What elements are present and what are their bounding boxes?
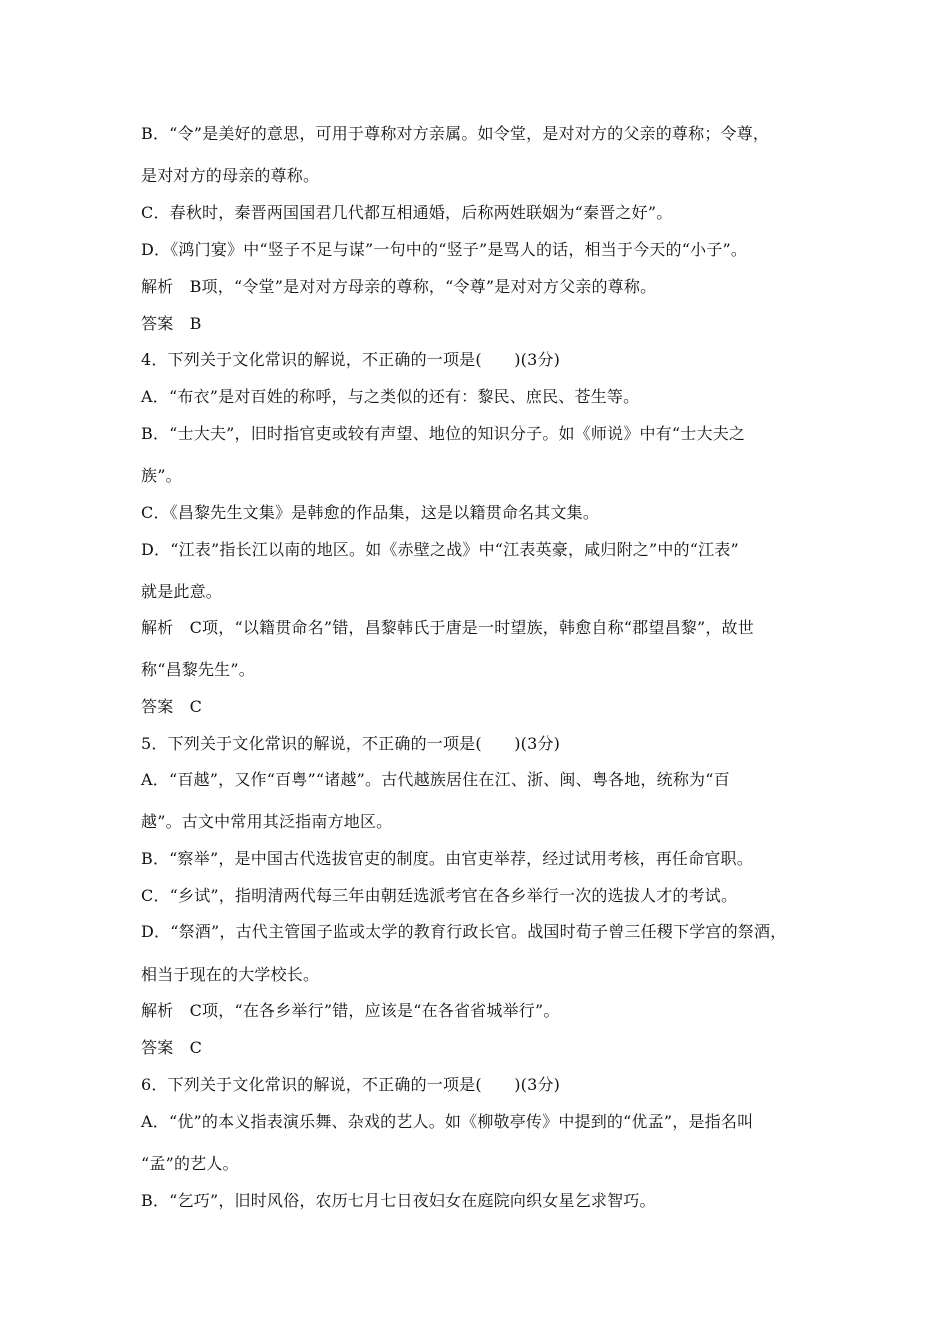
q5-option-a-continuation: 越”。古文中常用其泛指南方地区。	[141, 812, 393, 831]
q4-option-d-continuation: 就是此意。	[141, 582, 223, 601]
q4-analysis-continuation: 称“昌黎先生”。	[141, 660, 255, 679]
analysis-line: 解析 B项，“令堂”是对对方母亲的尊称，“令尊”是对对方父亲的尊称。	[141, 277, 657, 296]
question-4-stem: 4．下列关于文化常识的解说，不正确的一项是( )(3分)	[141, 350, 561, 369]
q4-option-b: B．“士大夫”，旧时指官吏或较有声望、地位的知识分子。如《师说》中有“士大夫之	[141, 424, 746, 443]
q5-option-d: D．“祭酒”，古代主管国子监或太学的教育行政长官。战国时荀子曾三任稷下学宫的祭酒，	[141, 922, 787, 941]
q4-option-b-continuation: 族”。	[141, 466, 182, 485]
q4-option-d: D．“江表”指长江以南的地区。如《赤壁之战》中“江表英豪，咸归附之”中的“江表”	[141, 540, 739, 559]
q4-answer: 答案 C	[141, 697, 203, 716]
option-c-line: C．春秋时，秦晋两国国君几代都互相通婚，后称两姓联姻为“秦晋之好”。	[141, 203, 673, 222]
option-d-line: D．《鸿门宴》中“竖子不足与谋”一句中的“竖子”是骂人的话，相当于今天的“小子”。	[141, 240, 748, 259]
answer-line: 答案 B	[141, 314, 202, 333]
q5-option-b: B．“察举”，是中国古代选拔官吏的制度。由官吏举荐，经过试用考核，再任命官职。	[141, 849, 753, 868]
q5-answer: 答案 C	[141, 1038, 203, 1057]
q6-option-a-continuation: “孟”的艺人。	[141, 1154, 239, 1173]
q6-option-b: B．“乞巧”，旧时风俗，农历七月七日夜妇女在庭院向织女星乞求智巧。	[141, 1191, 656, 1210]
question-5-stem: 5．下列关于文化常识的解说，不正确的一项是( )(3分)	[141, 734, 561, 753]
option-b-line: B．“令”是美好的意思，可用于尊称对方亲属。如令堂，是对对方的父亲的尊称；令尊，	[141, 124, 770, 143]
q5-analysis: 解析 C项，“在各乡举行”错，应该是“在各省省城举行”。	[141, 1001, 560, 1020]
question-6-stem: 6．下列关于文化常识的解说，不正确的一项是( )(3分)	[141, 1075, 561, 1094]
q6-option-a: A．“优”的本义指表演乐舞、杂戏的艺人。如《柳敬亭传》中提到的“优孟”，是指名叫	[141, 1112, 754, 1131]
q4-analysis: 解析 C项，“以籍贯命名”错，昌黎韩氏于唐是一时望族，韩愈自称“郡望昌黎”，故世	[141, 618, 754, 637]
q4-option-a: A．“布衣”是对百姓的称呼，与之类似的还有：黎民、庶民、苍生等。	[141, 387, 640, 406]
option-b-continuation: 是对对方的母亲的尊称。	[141, 166, 320, 185]
q4-option-c: C．《昌黎先生文集》是韩愈的作品集，这是以籍贯命名其文集。	[141, 503, 600, 522]
q5-option-c: C．“乡试”，指明清两代每三年由朝廷选派考官在各乡举行一次的选拔人才的考试。	[141, 886, 738, 905]
q5-option-d-continuation: 相当于现在的大学校长。	[141, 965, 320, 984]
q5-option-a: A．“百越”，又作“百粤”“诸越”。古代越族居住在江、浙、闽、粤各地，统称为“百	[141, 770, 730, 789]
